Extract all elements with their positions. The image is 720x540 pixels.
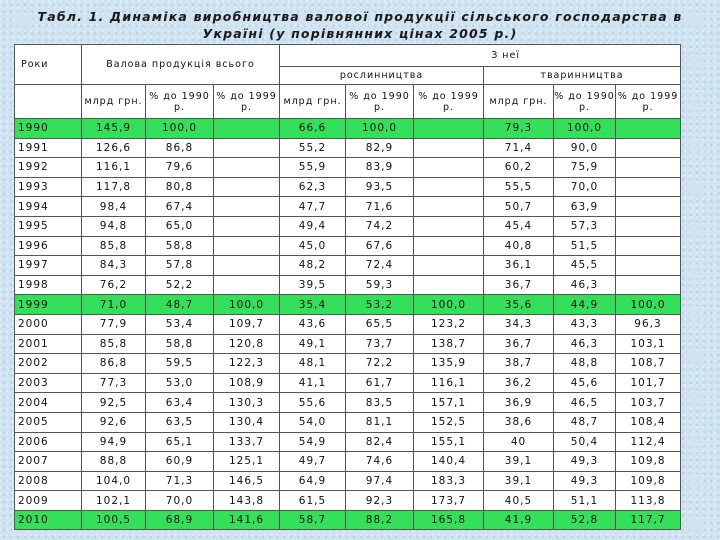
cell-crop-pct1990: 59,3	[346, 275, 414, 295]
cell-crop-pct1999: 183,3	[414, 471, 484, 491]
cell-crop-pct1990: 83,5	[346, 393, 414, 413]
cell-crop-bln: 55,9	[280, 158, 346, 178]
header-total-pct1990: % до 1990 р.	[146, 85, 214, 119]
cell-total-bln: 85,8	[82, 334, 146, 354]
cell-year: 1996	[15, 236, 82, 256]
production-table	[14, 44, 681, 530]
cell-total-bln: 77,9	[82, 314, 146, 334]
cell-total-pct1990: 59,5	[146, 354, 214, 374]
cell-crop-pct1990: 81,1	[346, 412, 414, 432]
cell-crop-pct1990: 67,6	[346, 236, 414, 256]
cell-livestock-bln: 40,8	[484, 236, 554, 256]
table-row	[15, 314, 681, 334]
cell-livestock-pct1999: 103,7	[616, 393, 681, 413]
cell-crop-pct1990: 92,3	[346, 491, 414, 511]
table-row	[15, 452, 681, 472]
cell-year: 2009	[15, 491, 82, 511]
cell-livestock-pct1990: 51,5	[554, 236, 616, 256]
cell-year: 2010	[15, 510, 82, 530]
cell-livestock-pct1990: 46,3	[554, 334, 616, 354]
cell-total-bln: 100,5	[82, 510, 146, 530]
cell-livestock-pct1999	[616, 236, 681, 256]
cell-crop-pct1999	[414, 275, 484, 295]
table-row	[15, 158, 681, 178]
cell-crop-pct1990: 72,4	[346, 256, 414, 276]
cell-livestock-pct1999: 109,8	[616, 452, 681, 472]
cell-total-bln: 126,6	[82, 138, 146, 158]
header-gross-total: Валова продукція всього	[82, 45, 280, 85]
cell-crop-pct1999: 173,7	[414, 491, 484, 511]
cell-year: 1995	[15, 216, 82, 236]
header-crop-pct1999: % до 1999 р.	[414, 85, 484, 119]
table-row	[15, 432, 681, 452]
cell-livestock-pct1990: 57,3	[554, 216, 616, 236]
cell-crop-bln: 49,1	[280, 334, 346, 354]
cell-crop-pct1990: 88,2	[346, 510, 414, 530]
cell-livestock-pct1999: 117,7	[616, 510, 681, 530]
cell-total-pct1990: 68,9	[146, 510, 214, 530]
cell-livestock-pct1999: 101,7	[616, 373, 681, 393]
header-livestock-bln: млрд грн.	[484, 85, 554, 119]
cell-total-bln: 77,3	[82, 373, 146, 393]
cell-crop-pct1999	[414, 177, 484, 197]
cell-crop-bln: 49,7	[280, 452, 346, 472]
cell-crop-pct1990: 71,6	[346, 197, 414, 217]
table-row	[15, 491, 681, 511]
cell-year: 1991	[15, 138, 82, 158]
cell-crop-pct1990: 74,6	[346, 452, 414, 472]
cell-crop-pct1990: 83,9	[346, 158, 414, 178]
cell-total-pct1999: 141,6	[214, 510, 280, 530]
cell-crop-pct1990: 82,4	[346, 432, 414, 452]
cell-livestock-pct1999	[616, 256, 681, 276]
table-row	[15, 334, 681, 354]
cell-year: 2001	[15, 334, 82, 354]
cell-year: 1993	[15, 177, 82, 197]
cell-livestock-pct1999: 108,4	[616, 412, 681, 432]
cell-livestock-pct1999: 109,8	[616, 471, 681, 491]
cell-total-pct1990: 57,8	[146, 256, 214, 276]
table-row	[15, 216, 681, 236]
cell-year: 2003	[15, 373, 82, 393]
cell-crop-pct1999	[414, 256, 484, 276]
cell-crop-pct1999: 138,7	[414, 334, 484, 354]
cell-crop-bln: 55,6	[280, 393, 346, 413]
cell-crop-pct1990: 73,7	[346, 334, 414, 354]
cell-total-bln: 104,0	[82, 471, 146, 491]
cell-year: 2008	[15, 471, 82, 491]
cell-livestock-pct1990: 48,7	[554, 412, 616, 432]
cell-crop-bln: 58,7	[280, 510, 346, 530]
cell-crop-pct1999: 116,1	[414, 373, 484, 393]
cell-livestock-pct1990: 90,0	[554, 138, 616, 158]
cell-year: 1992	[15, 158, 82, 178]
table-row	[15, 138, 681, 158]
cell-total-pct1999	[214, 138, 280, 158]
cell-crop-pct1990: 82,9	[346, 138, 414, 158]
cell-crop-pct1999: 140,4	[414, 452, 484, 472]
cell-crop-bln: 48,1	[280, 354, 346, 374]
cell-livestock-pct1999	[616, 216, 681, 236]
cell-crop-bln: 35,4	[280, 295, 346, 315]
header-crop: рослинництва	[280, 67, 484, 85]
cell-total-pct1990: 58,8	[146, 236, 214, 256]
cell-livestock-bln: 36,1	[484, 256, 554, 276]
cell-crop-bln: 48,2	[280, 256, 346, 276]
table-row	[15, 295, 681, 315]
cell-total-pct1999: 130,3	[214, 393, 280, 413]
cell-crop-pct1990: 72,2	[346, 354, 414, 374]
cell-crop-pct1990: 74,2	[346, 216, 414, 236]
cell-livestock-bln: 50,7	[484, 197, 554, 217]
cell-livestock-bln: 35,6	[484, 295, 554, 315]
cell-crop-pct1999: 152,5	[414, 412, 484, 432]
cell-livestock-bln: 38,6	[484, 412, 554, 432]
cell-livestock-pct1990: 48,8	[554, 354, 616, 374]
cell-crop-bln: 41,1	[280, 373, 346, 393]
cell-livestock-pct1990: 63,9	[554, 197, 616, 217]
cell-livestock-pct1990: 70,0	[554, 177, 616, 197]
cell-crop-pct1999: 100,0	[414, 295, 484, 315]
cell-livestock-pct1990: 52,8	[554, 510, 616, 530]
cell-crop-pct1999	[414, 216, 484, 236]
cell-crop-pct1999	[414, 197, 484, 217]
cell-livestock-pct1999: 96,3	[616, 314, 681, 334]
cell-livestock-bln: 41,9	[484, 510, 554, 530]
cell-total-pct1999: 143,8	[214, 491, 280, 511]
table-body	[15, 119, 681, 530]
cell-crop-pct1999	[414, 119, 484, 139]
cell-total-pct1999: 133,7	[214, 432, 280, 452]
cell-crop-bln: 55,2	[280, 138, 346, 158]
cell-total-pct1999: 100,0	[214, 295, 280, 315]
cell-total-pct1999: 125,1	[214, 452, 280, 472]
cell-livestock-pct1990: 75,9	[554, 158, 616, 178]
header-crop-bln: млрд грн.	[280, 85, 346, 119]
cell-livestock-bln: 36,7	[484, 275, 554, 295]
cell-total-bln: 94,9	[82, 432, 146, 452]
cell-crop-bln: 61,5	[280, 491, 346, 511]
cell-livestock-bln: 60,2	[484, 158, 554, 178]
cell-livestock-bln: 36,9	[484, 393, 554, 413]
cell-total-pct1990: 53,0	[146, 373, 214, 393]
cell-total-bln: 92,6	[82, 412, 146, 432]
header-livestock-pct1999: % до 1999 р.	[616, 85, 681, 119]
cell-crop-pct1999	[414, 158, 484, 178]
cell-total-bln: 117,8	[82, 177, 146, 197]
table-row	[15, 119, 681, 139]
cell-livestock-pct1999: 108,7	[616, 354, 681, 374]
cell-total-bln: 84,3	[82, 256, 146, 276]
cell-livestock-bln: 55,5	[484, 177, 554, 197]
cell-crop-bln: 49,4	[280, 216, 346, 236]
cell-livestock-pct1990: 43,3	[554, 314, 616, 334]
title-line-2: Україні (у порівнянних цінах 2005 р.)	[202, 26, 518, 41]
cell-year: 2005	[15, 412, 82, 432]
cell-total-pct1990: 65,0	[146, 216, 214, 236]
cell-crop-bln: 64,9	[280, 471, 346, 491]
cell-livestock-bln: 36,7	[484, 334, 554, 354]
cell-livestock-bln: 40	[484, 432, 554, 452]
cell-livestock-pct1999	[616, 177, 681, 197]
cell-total-pct1990: 71,3	[146, 471, 214, 491]
cell-total-pct1990: 60,9	[146, 452, 214, 472]
header-of-which: З неї	[280, 45, 681, 67]
cell-year: 1999	[15, 295, 82, 315]
cell-total-pct1990: 100,0	[146, 119, 214, 139]
cell-livestock-pct1999	[616, 158, 681, 178]
cell-total-pct1999: 130,4	[214, 412, 280, 432]
cell-livestock-pct1999	[616, 138, 681, 158]
cell-livestock-bln: 38,7	[484, 354, 554, 374]
cell-crop-pct1999: 165,8	[414, 510, 484, 530]
cell-total-pct1990: 52,2	[146, 275, 214, 295]
cell-total-pct1990: 65,1	[146, 432, 214, 452]
cell-total-bln: 98,4	[82, 197, 146, 217]
cell-year: 1998	[15, 275, 82, 295]
cell-total-bln: 116,1	[82, 158, 146, 178]
cell-total-pct1990: 53,4	[146, 314, 214, 334]
cell-livestock-pct1999: 112,4	[616, 432, 681, 452]
cell-total-pct1990: 48,7	[146, 295, 214, 315]
cell-total-pct1999: 108,9	[214, 373, 280, 393]
header-total-pct1999: % до 1999 р.	[214, 85, 280, 119]
cell-total-pct1999	[214, 216, 280, 236]
header-years-spacer	[15, 85, 82, 119]
cell-livestock-pct1999	[616, 197, 681, 217]
cell-crop-bln: 47,7	[280, 197, 346, 217]
table-row	[15, 471, 681, 491]
cell-year: 1990	[15, 119, 82, 139]
table-row	[15, 275, 681, 295]
cell-total-pct1999	[214, 177, 280, 197]
table-row	[15, 197, 681, 217]
cell-total-pct1990: 86,8	[146, 138, 214, 158]
cell-crop-pct1999: 123,2	[414, 314, 484, 334]
cell-livestock-pct1990: 51,1	[554, 491, 616, 511]
cell-total-pct1999	[214, 158, 280, 178]
title-line-1: Табл. 1. Динаміка виробництва валової продукції сільського господарства в	[37, 9, 683, 24]
cell-year: 2000	[15, 314, 82, 334]
cell-crop-pct1990: 53,2	[346, 295, 414, 315]
cell-year: 1997	[15, 256, 82, 276]
cell-total-bln: 145,9	[82, 119, 146, 139]
header-total-bln: млрд грн.	[82, 85, 146, 119]
cell-livestock-pct1990: 44,9	[554, 295, 616, 315]
cell-total-bln: 71,0	[82, 295, 146, 315]
cell-crop-pct1990: 100,0	[346, 119, 414, 139]
cell-crop-bln: 54,9	[280, 432, 346, 452]
cell-year: 2002	[15, 354, 82, 374]
cell-total-bln: 76,2	[82, 275, 146, 295]
cell-livestock-pct1990: 46,3	[554, 275, 616, 295]
cell-total-bln: 102,1	[82, 491, 146, 511]
header-crop-pct1990: % до 1990 р.	[346, 85, 414, 119]
cell-total-bln: 85,8	[82, 236, 146, 256]
table-row	[15, 393, 681, 413]
cell-crop-pct1999	[414, 138, 484, 158]
cell-livestock-bln: 39,1	[484, 471, 554, 491]
cell-total-pct1999	[214, 197, 280, 217]
cell-livestock-pct1990: 50,4	[554, 432, 616, 452]
header-years: Роки	[15, 45, 82, 85]
header-livestock: тваринництва	[484, 67, 681, 85]
cell-crop-bln: 62,3	[280, 177, 346, 197]
table-row	[15, 373, 681, 393]
cell-livestock-bln: 40,5	[484, 491, 554, 511]
cell-crop-bln: 54,0	[280, 412, 346, 432]
cell-total-pct1999	[214, 275, 280, 295]
cell-livestock-pct1999	[616, 275, 681, 295]
cell-livestock-pct1990: 46,5	[554, 393, 616, 413]
cell-year: 1994	[15, 197, 82, 217]
table-row	[15, 177, 681, 197]
cell-crop-bln: 43,6	[280, 314, 346, 334]
cell-year: 2004	[15, 393, 82, 413]
table-title	[0, 8, 720, 42]
cell-livestock-pct1999: 103,1	[616, 334, 681, 354]
cell-total-bln: 94,8	[82, 216, 146, 236]
cell-crop-pct1990: 93,5	[346, 177, 414, 197]
cell-total-bln: 88,8	[82, 452, 146, 472]
cell-total-pct1999	[214, 119, 280, 139]
cell-total-pct1990: 63,5	[146, 412, 214, 432]
cell-total-pct1999	[214, 256, 280, 276]
cell-total-pct1999: 122,3	[214, 354, 280, 374]
table-row	[15, 412, 681, 432]
cell-livestock-bln: 79,3	[484, 119, 554, 139]
cell-crop-pct1999: 135,9	[414, 354, 484, 374]
cell-total-pct1990: 67,4	[146, 197, 214, 217]
cell-total-bln: 92,5	[82, 393, 146, 413]
table-row	[15, 354, 681, 374]
table-row	[15, 236, 681, 256]
header-livestock-pct1990: % до 1990 р.	[554, 85, 616, 119]
table-row	[15, 510, 681, 530]
cell-crop-pct1999	[414, 236, 484, 256]
cell-livestock-bln: 39,1	[484, 452, 554, 472]
cell-total-pct1990: 58,8	[146, 334, 214, 354]
cell-livestock-pct1990: 49,3	[554, 471, 616, 491]
cell-total-bln: 86,8	[82, 354, 146, 374]
cell-crop-pct1999: 157,1	[414, 393, 484, 413]
cell-livestock-bln: 45,4	[484, 216, 554, 236]
cell-crop-bln: 66,6	[280, 119, 346, 139]
cell-livestock-pct1999	[616, 119, 681, 139]
cell-crop-bln: 39,5	[280, 275, 346, 295]
cell-total-pct1990: 80,8	[146, 177, 214, 197]
cell-livestock-pct1990: 45,5	[554, 256, 616, 276]
cell-livestock-pct1990: 45,6	[554, 373, 616, 393]
cell-total-pct1990: 63,4	[146, 393, 214, 413]
cell-livestock-bln: 71,4	[484, 138, 554, 158]
table-row	[15, 256, 681, 276]
cell-total-pct1999: 120,8	[214, 334, 280, 354]
cell-total-pct1990: 70,0	[146, 491, 214, 511]
cell-year: 2006	[15, 432, 82, 452]
cell-livestock-pct1999: 113,8	[616, 491, 681, 511]
cell-livestock-pct1999: 100,0	[616, 295, 681, 315]
cell-total-pct1999: 109,7	[214, 314, 280, 334]
cell-livestock-bln: 36,2	[484, 373, 554, 393]
cell-total-pct1990: 79,6	[146, 158, 214, 178]
cell-crop-pct1990: 61,7	[346, 373, 414, 393]
cell-total-pct1999: 146,5	[214, 471, 280, 491]
cell-livestock-bln: 34,3	[484, 314, 554, 334]
cell-year: 2007	[15, 452, 82, 472]
cell-crop-pct1999: 155,1	[414, 432, 484, 452]
cell-crop-pct1990: 65,5	[346, 314, 414, 334]
cell-crop-pct1990: 97,4	[346, 471, 414, 491]
cell-livestock-pct1990: 49,3	[554, 452, 616, 472]
cell-livestock-pct1990: 100,0	[554, 119, 616, 139]
cell-total-pct1999	[214, 236, 280, 256]
cell-crop-bln: 45,0	[280, 236, 346, 256]
